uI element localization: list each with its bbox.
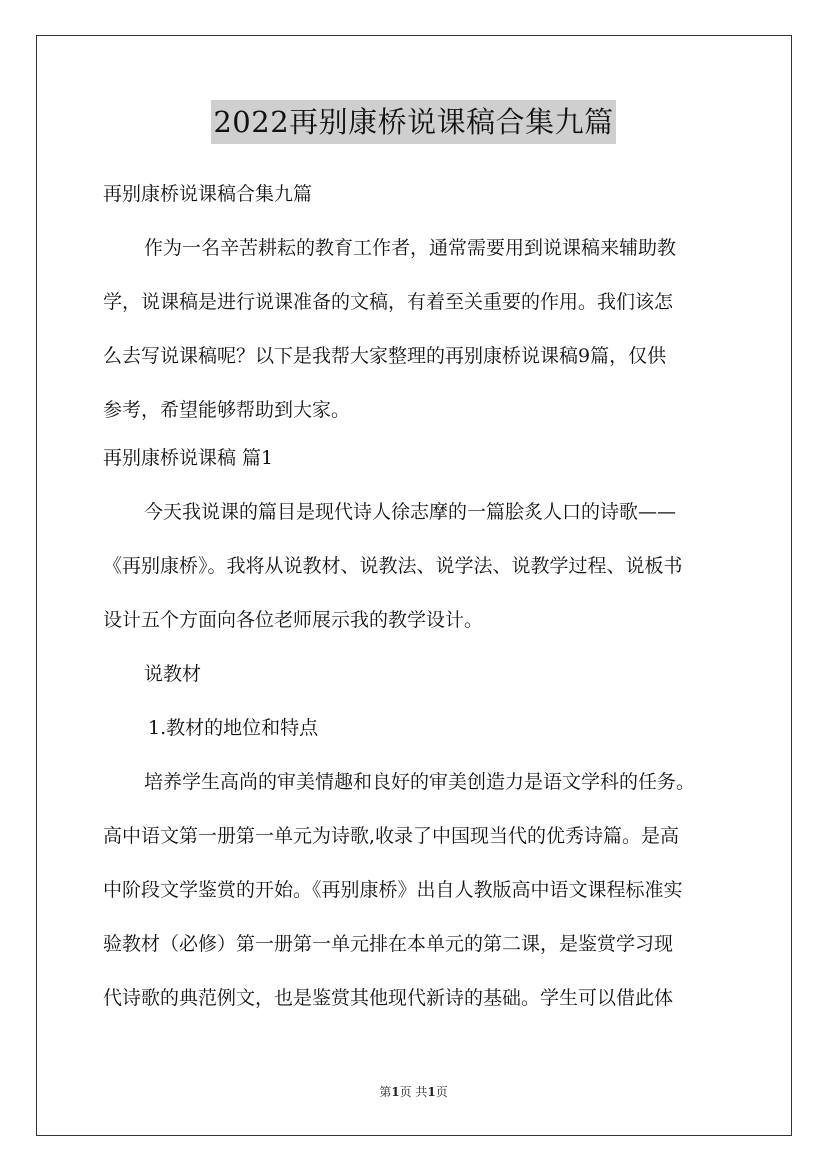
paragraph-line: 学，说课稿是进行说课准备的文稿，有着至关重要的作用。我们该怎 <box>103 291 674 313</box>
subtitle-line: 再别康桥说课稿合集九篇 <box>103 183 313 205</box>
paragraph-line: 验教材（必修）第一册第一单元排在本单元的第二课，是鉴赏学习现 <box>103 933 674 955</box>
paragraph-line: 参考，希望能够帮助到大家。 <box>103 399 351 421</box>
title-container <box>0 100 827 144</box>
footer-page-total: 1 <box>427 1085 436 1099</box>
paragraph-line: 《再别康桥》。我将从说教材、说教法、说学法、说教学过程、说板书 <box>103 555 683 577</box>
paragraph-line: 培养学生高尚的审美情趣和良好的审美创造力是语文学科的任务。 <box>144 771 696 793</box>
paragraph-line: 代诗歌的典范例文，也是鉴赏其他现代新诗的基础。学生可以借此体 <box>103 987 674 1009</box>
footer-page-current: 1 <box>391 1085 400 1099</box>
footer-page-prefix: 第 <box>379 1085 392 1099</box>
footer-page-mid: 页 共 <box>399 1085 428 1099</box>
page-footer <box>0 1083 827 1100</box>
paragraph-line: 高中语文第一册第一单元为诗歌,收录了中国现当代的优秀诗篇。是高 <box>103 825 680 847</box>
footer-page-suffix: 页 <box>435 1085 448 1099</box>
list-heading: 1.教材的地位和特点 <box>148 717 319 739</box>
document-title: 2022再别康桥说课稿合集九篇 <box>211 100 615 144</box>
paragraph-line: 作为一名辛苦耕耘的教育工作者，通常需要用到说课稿来辅助教 <box>144 237 677 259</box>
paragraph-line: 中阶段文学鉴赏的开始。《再别康桥》出自人教版高中语文课程标准实 <box>103 879 683 901</box>
paragraph-line: 今天我说课的篇目是现代诗人徐志摩的一篇脍炙人口的诗歌—— <box>144 501 677 523</box>
subsection-heading: 说教材 <box>144 663 202 685</box>
paragraph-line: 设计五个方面向各位老师展示我的教学设计。 <box>103 609 484 631</box>
paragraph-line: 么去写说课稿呢？以下是我帮大家整理的再别康桥说课稿9篇，仅供 <box>103 345 667 367</box>
document-body <box>103 176 743 1034</box>
section-heading: 再别康桥说课稿 篇1 <box>103 447 274 469</box>
